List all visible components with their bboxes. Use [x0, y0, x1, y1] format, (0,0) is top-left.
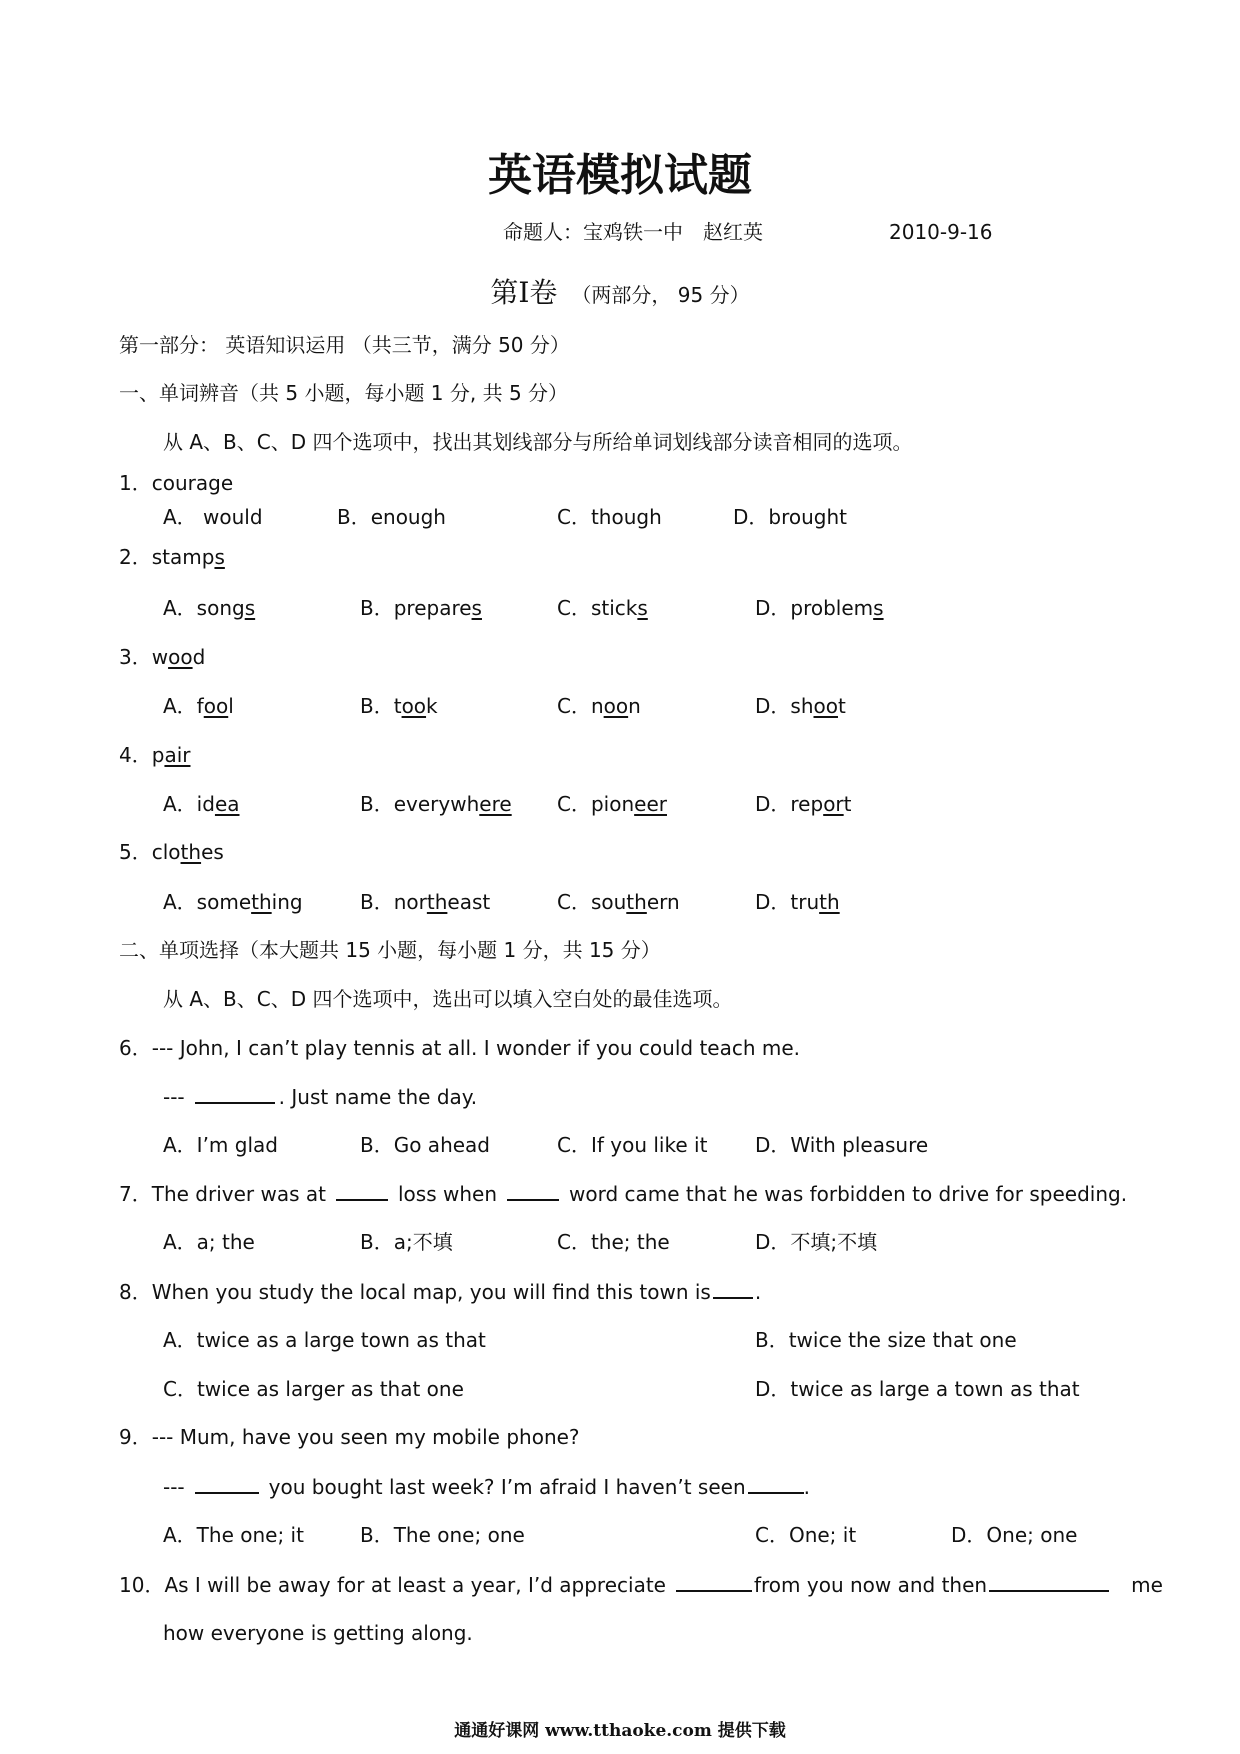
q1-option-a: A． would	[163, 505, 263, 529]
q3-c-text: C．n	[557, 694, 604, 718]
q6-blank	[195, 1084, 275, 1104]
q10-blank-1	[676, 1572, 752, 1592]
q9-option-b: B．The one; one	[360, 1523, 525, 1547]
q7-stem	[119, 1181, 1127, 1206]
q3-a-text-end: l	[228, 694, 234, 718]
q5-a-text-end: ing	[271, 890, 303, 914]
q7-stem-part2: loss when	[397, 1182, 497, 1206]
q6-option-a: A．I’m glad	[163, 1133, 278, 1157]
q4-d-text-end: t	[843, 792, 852, 816]
q3-option-c	[557, 694, 641, 718]
q5-word-part: clo	[151, 840, 181, 864]
q9-line2-text: you bought last week? I’m afraid I haven’t seen	[268, 1475, 746, 1499]
q8-stem-text: When you study the local map, you will find this town is	[151, 1280, 711, 1304]
q3-option-a	[163, 694, 234, 718]
q9-blank-2	[748, 1474, 804, 1494]
q2-number: 2．	[119, 545, 152, 569]
q4-word-underlined: air	[164, 743, 191, 767]
q9-blank-1	[195, 1474, 259, 1494]
q5-b-text-end: east	[447, 890, 491, 914]
q5-c-underlined: th	[626, 890, 647, 914]
q4-d-underlined: or	[823, 792, 844, 816]
q8-option-c: C．twice as larger as that one	[163, 1377, 464, 1401]
q5-c-text-end: ern	[646, 890, 680, 914]
section1-instruction: 从 A、B、C、D 四个选项中，找出其划线部分与所给单词划线部分读音相同的选项。	[163, 430, 913, 454]
q3-a-text: A．f	[163, 694, 204, 718]
q4-c-text: C．pion	[557, 792, 635, 816]
volume-heading	[0, 276, 1240, 312]
q7-option-d: D．不填;不填	[755, 1230, 878, 1254]
q4-stem	[119, 743, 190, 767]
q2-option-d	[755, 596, 884, 620]
q4-option-b	[360, 792, 512, 816]
q4-b-underlined: ere	[479, 792, 512, 816]
q5-word-part-end: es	[201, 840, 224, 864]
exam-author: 命题人：宝鸡铁一中 赵红英	[503, 220, 763, 244]
q8-option-b: B．twice the size that one	[755, 1328, 1017, 1352]
q5-c-text: C．sou	[557, 890, 627, 914]
q6-option-b: B．Go ahead	[360, 1133, 490, 1157]
volume-note: （两部分， 95 分）	[571, 283, 750, 307]
q2-a-text: A．song	[163, 596, 245, 620]
q2-word-part: stamp	[151, 545, 215, 569]
q3-word-underlined: oo	[168, 645, 193, 669]
volume-label: 第Ⅰ卷	[490, 276, 558, 309]
q2-b-underlined: s	[471, 596, 482, 620]
q1-option-d: D．brought	[733, 505, 848, 529]
q7-option-b: B．a;不填	[360, 1230, 453, 1254]
q2-option-c	[557, 596, 648, 620]
q6-line2-rest: . Just name the day.	[278, 1085, 478, 1109]
q3-option-d	[755, 694, 846, 718]
q9-option-a: A．The one; it	[163, 1523, 304, 1547]
q5-d-underlined: th	[819, 890, 840, 914]
q6-option-d: D．With pleasure	[755, 1133, 929, 1157]
q8-option-d: D．twice as large a town as that	[755, 1377, 1080, 1401]
q1-stem	[119, 471, 233, 495]
q5-option-b	[360, 890, 490, 914]
q6-option-c: C．If you like it	[557, 1133, 708, 1157]
q9-option-d: D．One; one	[951, 1523, 1078, 1547]
q2-option-b	[360, 596, 482, 620]
q2-c-text: C．stick	[557, 596, 638, 620]
section2-heading: 二、单项选择（本大题共 15 小题，每小题 1 分，共 15 分）	[119, 938, 661, 962]
q7-option-a: A．a; the	[163, 1230, 255, 1254]
q10-stem-part2: from you now and then	[753, 1573, 988, 1597]
q9-option-c: C．One; it	[755, 1523, 857, 1547]
part1-heading: 第一部分： 英语知识运用 （共三节，满分 50 分）	[119, 333, 570, 357]
q9-number: 9．	[119, 1425, 152, 1449]
q4-option-c	[557, 792, 667, 816]
q4-option-a	[163, 792, 240, 816]
q8-stem	[119, 1279, 761, 1304]
q5-number: 5．	[119, 840, 152, 864]
q6-stem	[119, 1036, 800, 1060]
q7-number: 7．	[119, 1182, 152, 1206]
q4-a-underlined: ea	[214, 792, 240, 816]
q1-option-b: B．enough	[337, 505, 446, 529]
q9-dash: ---	[163, 1475, 185, 1499]
q5-b-underlined: th	[426, 890, 448, 914]
exam-date: 2010-9-16	[889, 220, 993, 244]
section1-heading: 一、单词辨音（共 5 小题，每小题 1 分, 共 5 分）	[119, 381, 569, 405]
q4-b-text: B．everywh	[360, 792, 480, 816]
q10-stem-part3: me	[1131, 1573, 1163, 1597]
q3-word-part-end: d	[192, 645, 206, 669]
q3-number: 3．	[119, 645, 152, 669]
q10-stem	[119, 1572, 1163, 1597]
q2-stem	[119, 545, 225, 569]
q4-d-text: D．rep	[755, 792, 824, 816]
q1-number: 1．	[119, 471, 152, 495]
q4-word-part: p	[151, 743, 165, 767]
q4-a-text: A．id	[163, 792, 215, 816]
q2-d-text: D．problem	[755, 596, 874, 620]
q3-b-underlined: oo	[401, 694, 427, 718]
q1-option-c: C．though	[557, 505, 662, 529]
q4-c-underlined: eer	[634, 792, 667, 816]
q5-option-d	[755, 890, 840, 914]
q8-blank	[713, 1279, 753, 1299]
q1-word: courage	[151, 471, 234, 495]
q2-word-underlined: s	[214, 545, 225, 569]
q8-number: 8．	[119, 1280, 152, 1304]
q5-option-a	[163, 890, 303, 914]
q2-a-underlined: s	[244, 596, 256, 620]
q3-b-text: B．t	[360, 694, 402, 718]
q5-a-text: A．some	[163, 890, 252, 914]
q7-stem-part3: word came that he was forbidden to drive for speeding.	[569, 1182, 1128, 1206]
q5-d-text: D．tru	[755, 890, 820, 914]
q6-line2	[163, 1084, 477, 1109]
q9-line2	[163, 1474, 810, 1499]
q5-a-underlined: th	[251, 890, 272, 914]
q9-line1: --- Mum, have you seen my mobile phone?	[151, 1425, 580, 1449]
q2-option-a	[163, 596, 255, 620]
q5-stem	[119, 840, 224, 864]
exam-title: 英语模拟试题	[488, 150, 752, 201]
q5-b-text: B．nor	[360, 890, 427, 914]
q9-line2-end: .	[803, 1475, 810, 1499]
q4-number: 4．	[119, 743, 152, 767]
q7-stem-part1: The driver was at	[151, 1182, 326, 1206]
q3-d-text-end: t	[837, 694, 846, 718]
q6-dash: ---	[163, 1085, 185, 1109]
q2-c-underlined: s	[637, 596, 648, 620]
q3-word-part: w	[151, 645, 169, 669]
q10-blank-2	[989, 1572, 1109, 1592]
q5-option-c	[557, 890, 680, 914]
footer-credit: 通通好课网 www.tthaoke.com 提供下载	[454, 1721, 786, 1741]
q10-number: 10．	[119, 1573, 165, 1597]
q4-option-d	[755, 792, 852, 816]
q5-word-underlined: th	[180, 840, 202, 864]
q7-blank-2	[507, 1181, 559, 1201]
q10-stem-part1: As I will be away for at least a year, I’d appreciate	[164, 1573, 666, 1597]
q7-option-c: C．the; the	[557, 1230, 670, 1254]
q3-d-underlined: oo	[813, 694, 838, 718]
q3-option-b	[360, 694, 438, 718]
q2-b-text: B．prepare	[360, 596, 472, 620]
q6-line1: --- John, I can’t play tennis at all. I wonder if you could teach me.	[151, 1036, 801, 1060]
q7-blank-1	[336, 1181, 388, 1201]
q6-number: 6．	[119, 1036, 152, 1060]
q3-b-text-end: k	[426, 694, 438, 718]
q9-stem	[119, 1425, 580, 1449]
q3-d-text: D．sh	[755, 694, 814, 718]
q3-stem	[119, 645, 205, 669]
section2-instruction: 从 A、B、C、D 四个选项中，选出可以填入空白处的最佳选项。	[163, 987, 733, 1011]
q3-c-text-end: n	[628, 694, 641, 718]
q8-stem-end: .	[754, 1280, 762, 1304]
q10-line2: how everyone is getting along.	[163, 1621, 473, 1645]
q3-a-underlined: oo	[203, 694, 229, 718]
q2-d-underlined: s	[873, 596, 884, 620]
q3-c-underlined: oo	[603, 694, 629, 718]
q8-option-a: A．twice as a large town as that	[163, 1328, 486, 1352]
